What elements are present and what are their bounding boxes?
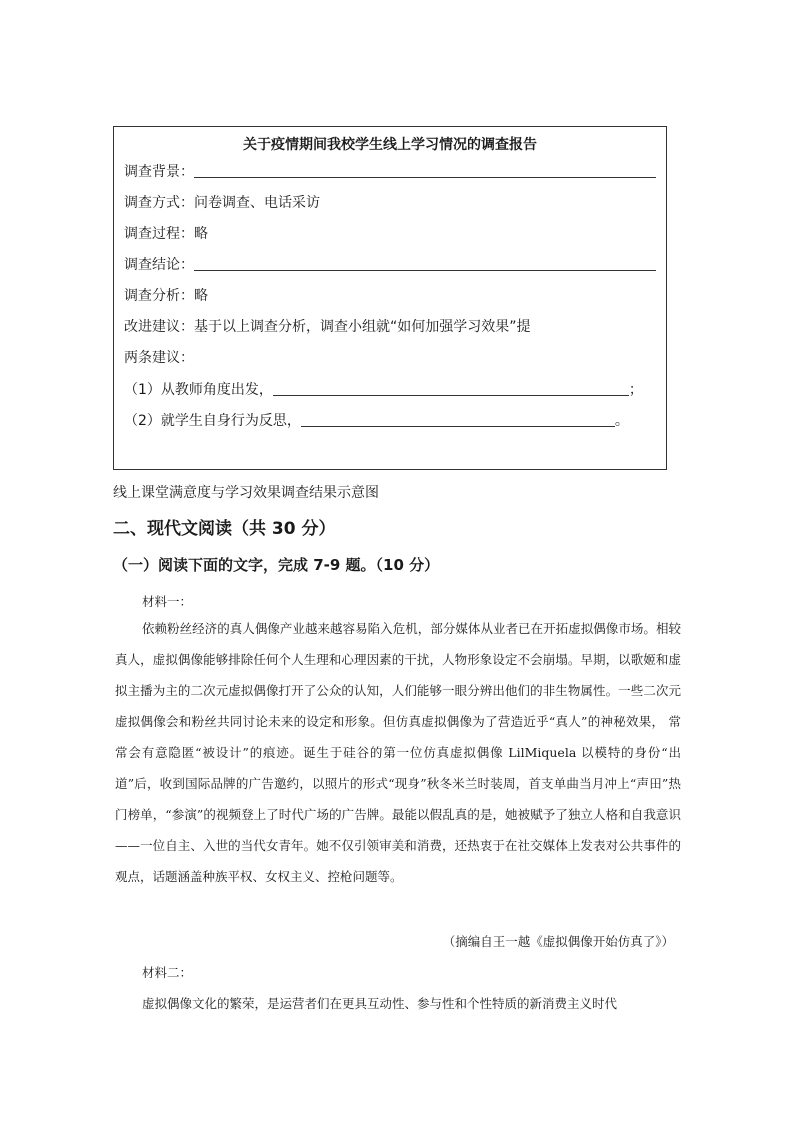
survey-method: 调查方式：问卷调查、电话采访 bbox=[124, 195, 320, 211]
section-heading: 二、现代文阅读（共 30 分） bbox=[113, 519, 336, 539]
figure-caption: 线上课堂满意度与学习效果调查结果示意图 bbox=[113, 485, 379, 501]
suggestion-item-1-blank[interactable] bbox=[273, 381, 629, 396]
material-1-source: （摘编自王一越《虚拟偶像开始仿真了》） bbox=[442, 934, 674, 949]
survey-analysis: 调查分析：略 bbox=[124, 288, 208, 304]
survey-process: 调查过程：略 bbox=[124, 226, 208, 242]
material-1-paragraph: 依赖粉丝经济的真人偶像产业越来越容易陷入危机，部分媒体从业者已在开拓虚拟偶像市场。相较真人，虚拟偶像能够排除任何个人生理和心理因素的干扰，人物形象设定不会崩塌。早期，以歌姬和虚拟主播为主的二次元虚拟偶像打开了公众的认知，人们能够一眼分辨出他们的非生物属性。一些二次元虚拟偶像会和粉丝共同讨论未来的设定和形象。但仿真虚拟偶像为了营造近乎“真人”的神秘效果， 常常会有意隐匿“被设计”的痕迹。诞生于硅谷的第一位仿真虚拟偶像 LilMiquela 以模特的身份“出道”后，收到国际品牌的广告邀约，以照片的形式“现身”秋冬米兰时装周，首支单曲当月冲上“声田”热门榜单，“参演”的视频登上了时代广场的广告牌。最能以假乱真的是，她被赋予了独立人格和自我意识——一位自主、入世的当代女青年。她不仅引领审美和消费，还热衷于在社交媒体上发表对公共事件的观点，话题涵盖种族平权、女权主义、控枪问题等。 bbox=[115, 621, 681, 884]
material-1-label: 材料一： bbox=[142, 594, 193, 609]
material-2-label: 材料二： bbox=[142, 965, 193, 980]
survey-background-row bbox=[124, 163, 656, 181]
survey-conclusion-label: 调查结论： bbox=[124, 257, 194, 273]
suggestion-line-1: 改进建议：基于以上调查分析，调查小组就“如何加强学习效果”提 bbox=[124, 319, 531, 335]
suggestion-item-1-prefix: （1）从教师角度出发， bbox=[124, 382, 273, 398]
report-title: 关于疫情期间我校学生线上学习情况的调查报告 bbox=[243, 137, 537, 153]
survey-conclusion-blank[interactable] bbox=[194, 256, 656, 271]
suggestion-item-1-suffix: ； bbox=[628, 382, 643, 398]
survey-background-blank[interactable] bbox=[194, 163, 656, 178]
survey-background-label: 调查背景： bbox=[124, 164, 194, 180]
suggestion-item-1 bbox=[124, 381, 643, 399]
suggestion-item-2-blank[interactable] bbox=[301, 412, 615, 427]
suggestion-line-2: 两条建议： bbox=[124, 350, 194, 366]
suggestion-item-2-suffix: 。 bbox=[614, 413, 629, 429]
subsection-heading: （一）阅读下面的文字，完成 7-9 题。（10 分） bbox=[113, 556, 440, 574]
suggestion-item-2 bbox=[124, 412, 629, 430]
survey-conclusion-row bbox=[124, 256, 656, 274]
suggestion-item-2-prefix: （2）就学生自身行为反思， bbox=[124, 413, 301, 429]
survey-report-box bbox=[113, 126, 667, 470]
material-2-paragraph: 虚拟偶像文化的繁荣，是运营者们在更具互动性、参与性和个性特质的新消费主义时代 bbox=[142, 996, 618, 1011]
